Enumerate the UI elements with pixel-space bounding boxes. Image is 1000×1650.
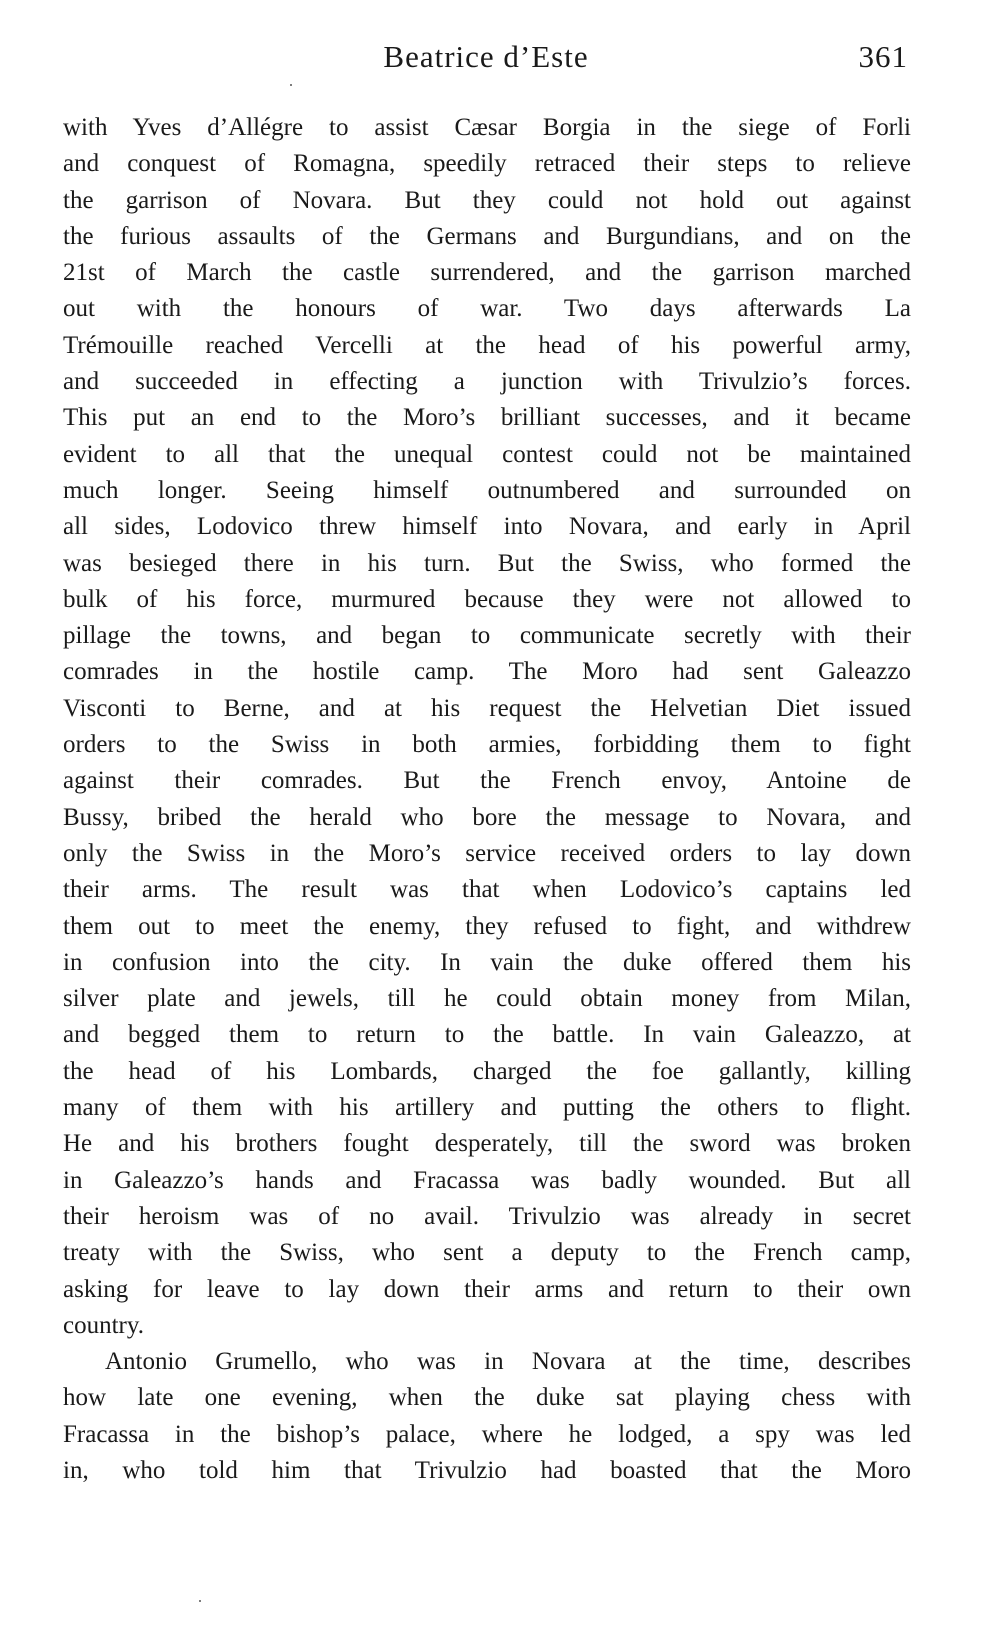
text-line: how late one evening, when the duke sat playing chess with: [63, 1384, 911, 1412]
text-line: out with the honours of war. Two days afterwards La: [63, 295, 911, 323]
paragraph-end-line: country.: [63, 1311, 144, 1339]
page-number: 361: [858, 39, 908, 74]
paragraph-start-line: Antonio Grumello, who was in Novara at the time, describes: [105, 1348, 911, 1376]
text-line: in, who told him that Trivulzio had boasted that the Moro: [63, 1456, 911, 1484]
chapter-title: Beatrice d’Este: [383, 39, 589, 74]
text-line: Bussy, bribed the herald who bore the message to Novara, and: [63, 803, 911, 831]
text-line: evident to all that the unequal contest could not be maintained: [63, 440, 911, 468]
text-line: in confusion into the city. In vain the duke offered them his: [63, 948, 911, 976]
text-line: was besieged there in his turn. But the Swiss, who formed the: [63, 549, 911, 577]
text-line: pillage the towns, and began to communicate secretly with their: [63, 622, 911, 650]
text-line: asking for leave to lay down their arms and return to their own: [63, 1275, 911, 1303]
text-line: the garrison of Novara. But they could not hold out against: [63, 186, 911, 214]
text-line: treaty with the Swiss, who sent a deputy to the French camp,: [63, 1239, 911, 1267]
text-line: all sides, Lodovico threw himself into Novara, and early in April: [63, 513, 911, 541]
body-text: [63, 110, 911, 1489]
text-line: and begged them to return to the battle. In vain Galeazzo, at: [63, 1021, 911, 1049]
text-line: much longer. Seeing himself outnumbered and surrounded on: [63, 476, 911, 504]
text-line: the furious assaults of the Germans and Burgundians, and on the: [63, 222, 911, 250]
text-line: many of them with his artillery and putting the others to flight.: [63, 1094, 911, 1122]
text-line: orders to the Swiss in both armies, forbidding them to fight: [63, 731, 911, 759]
text-line: against their comrades. But the French envoy, Antoine de: [63, 767, 911, 795]
text-line: with Yves d’Allégre to assist Cæsar Borgia in the siege of Forli: [63, 114, 911, 141]
text-line: them out to meet the enemy, they refused to fight, and withdrew: [63, 912, 911, 940]
text-line: comrades in the hostile camp. The Moro had sent Galeazzo: [63, 658, 911, 686]
text-line: He and his brothers fought desperately, till the sword was broken: [63, 1130, 911, 1158]
text-line: silver plate and jewels, till he could obtain money from Milan,: [63, 985, 911, 1013]
text-line: their heroism was of no avail. Trivulzio was already in secret: [63, 1202, 911, 1230]
text-line: This put an end to the Moro’s brilliant successes, and it became: [63, 404, 911, 432]
text-line: in Galeazzo’s hands and Fracassa was badly wounded. But all: [63, 1166, 911, 1194]
text-line: bulk of his force, murmured because they were not allowed to: [63, 585, 911, 613]
text-line: Fracassa in the bishop’s palace, where he lodged, a spy was led: [63, 1420, 911, 1448]
text-line: the head of his Lombards, charged the foe gallantly, killing: [63, 1057, 911, 1085]
text-line: Trémouille reached Vercelli at the head of his powerful army,: [63, 331, 911, 359]
scan-speck: [199, 1600, 201, 1602]
text-line: their arms. The result was that when Lodovico’s captains led: [63, 876, 911, 904]
text-line: Visconti to Berne, and at his request the Helvetian Diet issued: [63, 694, 911, 722]
running-head: [64, 34, 908, 80]
text-line: and succeeded in effecting a junction with Trivulzio’s forces.: [63, 368, 911, 396]
text-line: only the Swiss in the Moro’s service received orders to lay down: [63, 839, 911, 867]
text-line: and conquest of Romagna, speedily retraced their steps to relieve: [63, 150, 911, 178]
text-line: 21st of March the castle surrendered, and the garrison marched: [63, 259, 911, 287]
scan-speck: [290, 84, 292, 86]
